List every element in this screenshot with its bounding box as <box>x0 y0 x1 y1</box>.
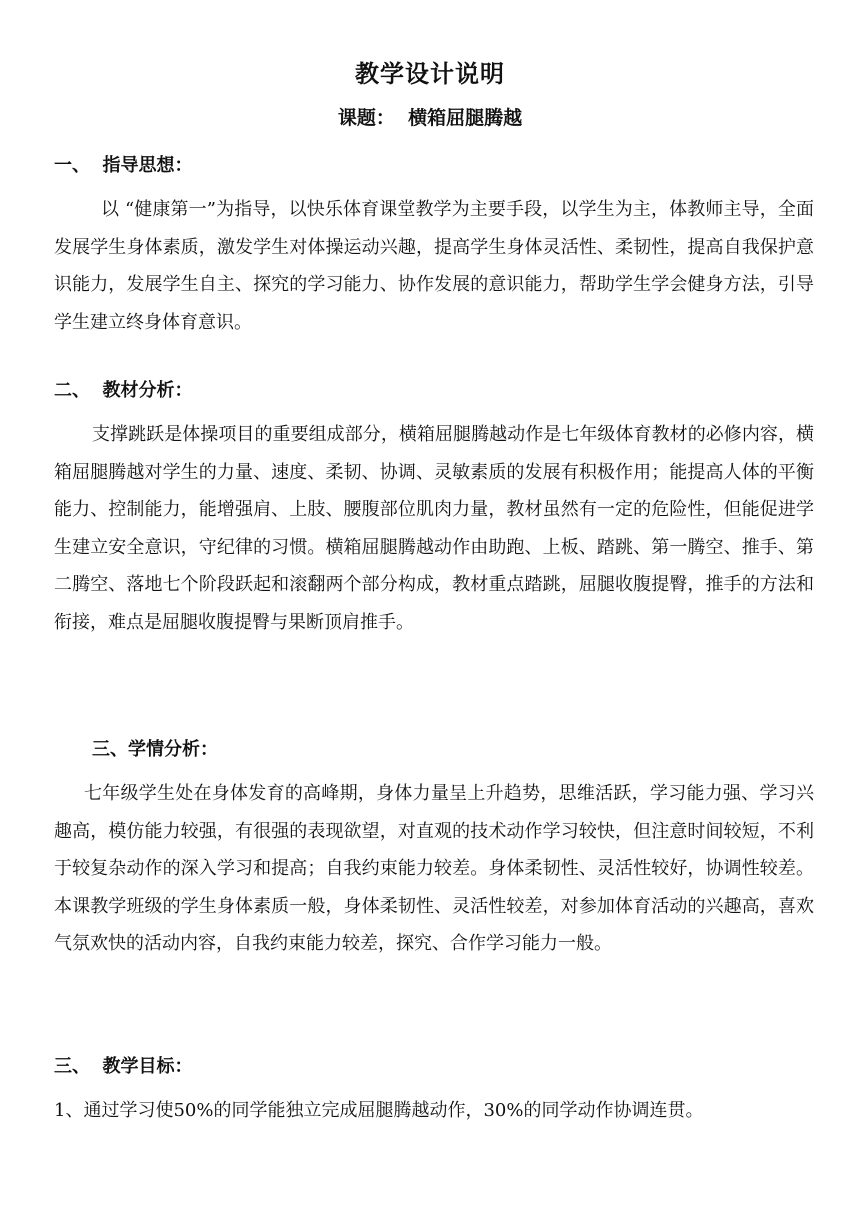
section-text-teaching-goals: 1、通过学习使50%的同学能独立完成屈腿腾越动作，30%的同学动作协调连贯。 <box>54 1100 704 1121</box>
section-heading-student-analysis: 三、学情分析： <box>92 739 218 760</box>
section-text-guiding-ideology: 以 “健康第一”为指导，以快乐体育课堂教学为主要手段，以学生为主，体教师主导，全面发展学生身体素质，激发学生对体操运动兴趣，提高学生身体灵活性、柔韧性，提高自我保护意识能力，发展学生自主、探究的学习能力、协作发展的意识能力，帮助学生学会健身方法，引导学生建立终身体育意识。 <box>54 199 814 333</box>
section-text-material-analysis: 支撑跳跃是体操项目的重要组成部分，横箱屈腿腾越动作是七年级体育教材的必修内容，横箱屈腿腾越对学生的力量、速度、柔韧、协调、灵敏素质的发展有积极作用；能提高人体的平衡能力、控制能力，能增强肩、上肢、腰腹部位肌肉力量，教材虽然有一定的危险性，但能促进学生建立安全意识，守纪律的习惯。横箱屈腿腾越动作由助跑、上板、踏跳、第一腾空、推手、第二腾空、落地七个阶段跃起和滚翻两个部分构成，教材重点踏跳，屈腿收腹提臀，推手的方法和衔接，难点是屈腿收腹提臀与果断顶肩推手。 <box>54 424 814 633</box>
document-title: 教学设计说明 <box>355 60 505 88</box>
section-heading-teaching-goals: 三、 教学目标： <box>54 1056 193 1077</box>
section-heading-guiding-ideology: 一、 指导思想： <box>54 155 193 176</box>
section-heading-material-analysis: 二、 教材分析： <box>54 380 193 401</box>
document-subtitle: 课题： 横箱屈腿腾越 <box>337 107 523 129</box>
section-text-student-analysis: 七年级学生处在身体发育的高峰期，身体力量呈上升趋势，思维活跃，学习能力强、学习兴趣高，模仿能力较强，有很强的表现欲望，对直观的技术动作学习较快，但注意时间较短，不利于较复杂动作的深入学习和提高；自我约束能力较差。身体柔韧性、灵活性较好，协调性较差。本课教学班级的学生身体素质一般，身体柔韧性、灵活性较差，对参加体育活动的兴趣高，喜欢气氛欢快的活动内容，自我约束能力较差，探究、合作学习能力一般。 <box>54 783 814 954</box>
